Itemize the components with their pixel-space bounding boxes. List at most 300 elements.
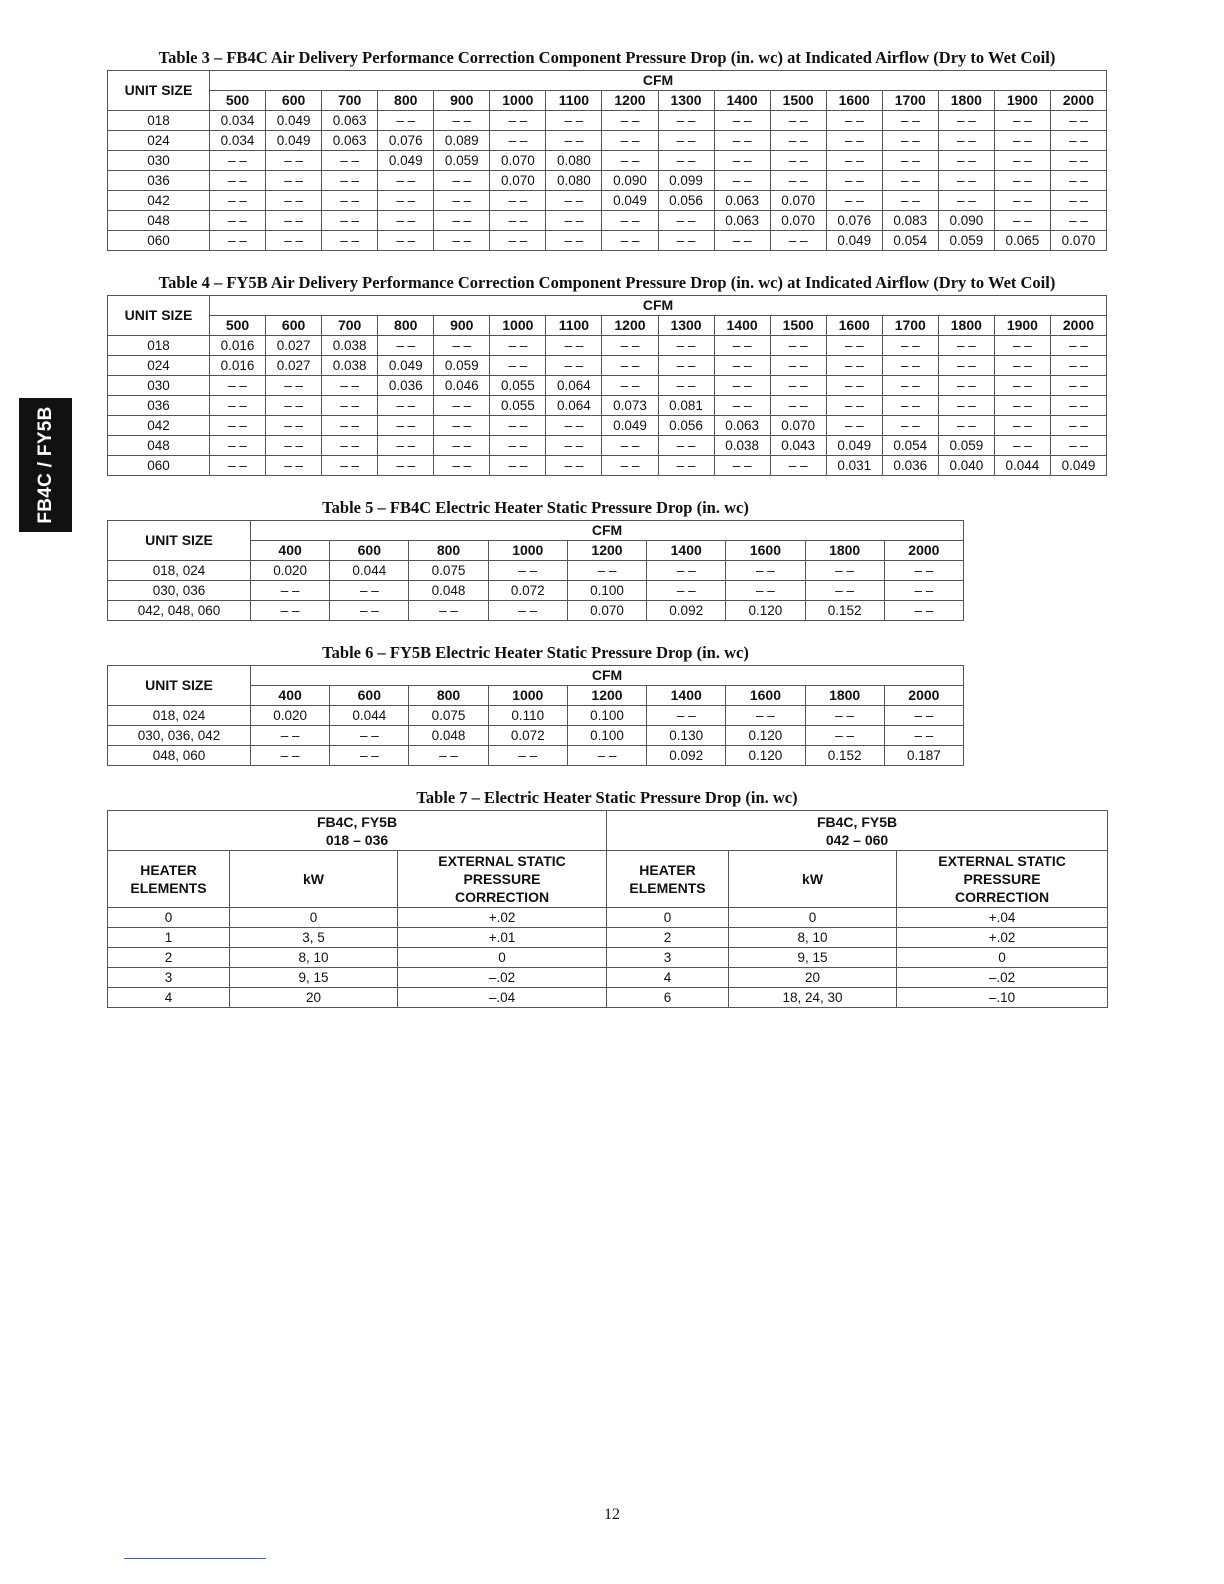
table-cell: – – [322,191,378,211]
table-cell: – – [602,356,658,376]
table-cell: – – [826,111,882,131]
table-cell: 0.048 [409,726,488,746]
table-cell: – – [322,396,378,416]
table-cell: – – [714,456,770,476]
table-cell: 0.059 [434,356,490,376]
table-cell: – – [770,131,826,151]
row-label-cell: 024 [108,356,210,376]
column-header: 1500 [770,91,826,111]
table7-kw-header: kW [230,851,398,908]
table-cell: – – [938,191,994,211]
table-cell: – – [1050,376,1106,396]
table-cell: – – [546,416,602,436]
table-cell: 0.092 [647,601,726,621]
table-cell: 0.044 [330,561,409,581]
table-row [108,131,1107,151]
table-cell: – – [1050,356,1106,376]
table-cell: 0.056 [658,416,714,436]
column-header: 1000 [488,541,567,561]
table-cell: – – [266,456,322,476]
table-cell: –.04 [398,988,607,1008]
column-header: 800 [409,686,488,706]
table-cell: 0.100 [567,706,646,726]
row-label-cell: 048 [108,436,210,456]
table-cell: 0.070 [770,416,826,436]
table-row [108,988,1108,1008]
table-cell: – – [434,171,490,191]
table-cell: – – [882,376,938,396]
table-cell: – – [409,601,488,621]
table-cell: 18, 24, 30 [729,988,897,1008]
table-cell: – – [434,396,490,416]
table-cell: – – [938,171,994,191]
column-header: 1000 [490,316,546,336]
row-label-cell: 030, 036, 042 [108,726,251,746]
table-cell: – – [378,336,434,356]
table-cell: – – [1050,151,1106,171]
table-row [108,948,1108,968]
column-header: 1000 [488,686,567,706]
table-cell: – – [546,111,602,131]
table-row [108,356,1107,376]
table-cell: – – [826,356,882,376]
table-cell: – – [602,151,658,171]
table-cell: – – [434,456,490,476]
table-cell: – – [770,336,826,356]
table-cell: 0 [230,908,398,928]
row-label-cell: 018 [108,336,210,356]
table6-cfm-header: CFM [251,666,964,686]
table7-right-group-line2: 042 – 060 [825,831,889,848]
table-cell: – – [658,131,714,151]
table-cell: – – [322,211,378,231]
table-cell: – – [434,191,490,211]
column-header: 700 [322,91,378,111]
column-header: 1400 [714,316,770,336]
table-cell: – – [210,416,266,436]
table-row [108,601,964,621]
table-cell: – – [322,151,378,171]
table-cell: 0.043 [770,436,826,456]
table-cell: – – [546,231,602,251]
table-cell: – – [490,356,546,376]
table-cell: – – [770,111,826,131]
table-cell: 0.092 [647,746,726,766]
table-cell: +.04 [897,908,1108,928]
column-header: 1600 [726,686,805,706]
table-cell: 6 [607,988,729,1008]
table-cell: – – [210,396,266,416]
table-cell: 0 [729,908,897,928]
table-cell: 0.110 [488,706,567,726]
table-cell: – – [251,601,330,621]
table-cell: 0.049 [602,191,658,211]
table-cell: – – [330,746,409,766]
table-cell: – – [882,336,938,356]
table-cell: 8, 10 [729,928,897,948]
table-cell: – – [714,131,770,151]
table-cell: – – [330,726,409,746]
table-cell: – – [994,111,1050,131]
table-cell: 0.120 [726,746,805,766]
table-cell: –.10 [897,988,1108,1008]
table-cell: – – [658,336,714,356]
column-header: 1200 [602,91,658,111]
column-header: 1100 [546,91,602,111]
table-cell: 0.065 [994,231,1050,251]
table-cell: 0.120 [726,726,805,746]
header-line: HEATER [639,862,696,878]
column-header: 1200 [567,686,646,706]
table-cell: – – [266,151,322,171]
table-cell: – – [567,561,646,581]
table-cell: – – [322,231,378,251]
row-label-cell: 018 [108,111,210,131]
table-cell: – – [490,231,546,251]
table-cell: – – [658,111,714,131]
table-cell: – – [882,111,938,131]
table4-unit-size-header: UNIT SIZE [108,296,210,336]
table-cell: – – [210,171,266,191]
table-cell: – – [994,436,1050,456]
column-header: 1400 [714,91,770,111]
table-cell: 2 [607,928,729,948]
table-cell: – – [1050,191,1106,211]
column-header: 2000 [884,686,963,706]
column-header: 700 [322,316,378,336]
table-cell: – – [266,191,322,211]
table5 [107,520,964,621]
table-cell: – – [882,171,938,191]
table-cell: 0.049 [1050,456,1106,476]
table-cell: – – [658,231,714,251]
column-header: 500 [210,91,266,111]
table-cell: – – [994,211,1050,231]
table-cell: 0.100 [567,581,646,601]
table-cell: – – [647,706,726,726]
table-cell: – – [938,376,994,396]
table-cell: 0.070 [770,211,826,231]
table-cell: – – [546,356,602,376]
table-cell: – – [602,376,658,396]
table-cell: – – [378,396,434,416]
table7-heater-elements-header [607,851,729,908]
table-cell: 0.099 [658,171,714,191]
table-cell: – – [602,111,658,131]
table-cell: – – [546,131,602,151]
table3-cfm-header: CFM [210,71,1107,91]
table-cell: 20 [729,968,897,988]
column-header: 800 [378,316,434,336]
table-cell: 0.080 [546,171,602,191]
table-cell: 0.046 [434,376,490,396]
column-header: 1100 [546,316,602,336]
table-row [108,396,1107,416]
column-header: 1700 [882,316,938,336]
row-label-cell: 030 [108,376,210,396]
table-cell: – – [714,376,770,396]
table-cell: 0 [398,948,607,968]
side-tab-label: FB4C / FY5B [34,406,56,524]
table-cell: – – [266,396,322,416]
table-row [108,416,1107,436]
row-label-cell: 048 [108,211,210,231]
table-cell: 0.020 [251,561,330,581]
column-header: 2000 [884,541,963,561]
table-cell: – – [330,581,409,601]
column-header: 1800 [938,91,994,111]
table-cell: 0.072 [488,726,567,746]
column-header: 1400 [647,686,726,706]
row-label-cell: 3 [108,968,230,988]
column-header: 500 [210,316,266,336]
table-cell: – – [266,416,322,436]
table-cell: 0.054 [882,231,938,251]
table-row [108,561,964,581]
table-row [108,928,1108,948]
table-row [108,336,1107,356]
table-cell: 0.070 [567,601,646,621]
table-cell: – – [770,396,826,416]
table-row [108,191,1107,211]
table-cell: – – [266,171,322,191]
table-cell: – – [882,151,938,171]
header-line: EXTERNAL STATIC [938,853,1066,869]
column-header: 1000 [490,91,546,111]
table-cell: – – [1050,416,1106,436]
table6-unit-size-header: UNIT SIZE [108,666,251,706]
table-cell: 0.070 [490,151,546,171]
table-cell: – – [1050,111,1106,131]
header-line: ELEMENTS [130,880,207,896]
table-cell: – – [378,231,434,251]
column-header: 600 [266,91,322,111]
table-cell: – – [1050,211,1106,231]
table-cell: – – [378,416,434,436]
table-cell: – – [994,416,1050,436]
column-header: 1200 [567,541,646,561]
table-cell: – – [882,356,938,376]
table-cell: 0.070 [1050,231,1106,251]
column-header: 400 [251,686,330,706]
table-cell: 0.080 [546,151,602,171]
table-cell: – – [658,151,714,171]
table-cell: –.02 [897,968,1108,988]
table-cell: – – [826,336,882,356]
table-cell: 0.073 [602,396,658,416]
table-cell: – – [266,211,322,231]
column-header: 1700 [882,91,938,111]
table-cell: – – [434,111,490,131]
table-cell: 0.049 [826,231,882,251]
table-cell: – – [378,436,434,456]
table-cell: – – [602,456,658,476]
table-cell: 0.038 [322,356,378,376]
table-cell: – – [938,131,994,151]
table-cell: – – [884,706,963,726]
table-cell: – – [826,191,882,211]
row-label-cell: 030 [108,151,210,171]
column-header: 900 [434,316,490,336]
table-cell: – – [434,211,490,231]
table-cell: 20 [230,988,398,1008]
table-cell: – – [994,131,1050,151]
column-header: 1200 [602,316,658,336]
table5-cfm-header: CFM [251,521,964,541]
row-label-cell: 036 [108,171,210,191]
table-cell: 9, 15 [230,968,398,988]
table-cell: – – [546,436,602,456]
table-cell: – – [602,211,658,231]
table-cell: 0.049 [378,356,434,376]
table-cell: – – [647,561,726,581]
table-cell: – – [994,396,1050,416]
table-cell: – – [322,376,378,396]
table-cell: +.01 [398,928,607,948]
table-cell: – – [322,416,378,436]
table3-unit-size-header: UNIT SIZE [108,71,210,111]
table-cell: 0.081 [658,396,714,416]
table-cell: 0.187 [884,746,963,766]
table7-kw-header: kW [729,851,897,908]
row-label-cell: 2 [108,948,230,968]
table-cell: 0.063 [714,191,770,211]
table-cell: – – [251,726,330,746]
table-cell: – – [434,231,490,251]
table7-esp-correction-header [398,851,607,908]
table-cell: 0.016 [210,336,266,356]
table-cell: – – [546,336,602,356]
table-cell: – – [210,376,266,396]
table-cell: – – [658,376,714,396]
table-cell: – – [826,131,882,151]
table-cell: – – [322,171,378,191]
table-cell: 0.027 [266,356,322,376]
table-cell: 4 [607,968,729,988]
table-cell: 0.089 [434,131,490,151]
table-cell: – – [805,726,884,746]
table-cell: – – [658,456,714,476]
table-cell: – – [251,746,330,766]
table-cell: – – [938,396,994,416]
table-row [108,231,1107,251]
table-cell: 0.152 [805,601,884,621]
table-cell: 0.048 [409,581,488,601]
table-cell: – – [409,746,488,766]
table-cell: – – [994,171,1050,191]
table7-title: Table 7 – Electric Heater Static Pressure Drop (in. wc) [416,788,798,807]
table-cell: 0.076 [826,211,882,231]
table-cell: – – [378,456,434,476]
table-cell: – – [210,211,266,231]
table-cell: – – [210,231,266,251]
table-cell: – – [1050,396,1106,416]
table-cell: 0.054 [882,436,938,456]
table-cell: – – [938,111,994,131]
table-cell: – – [546,211,602,231]
table-cell: – – [884,561,963,581]
table-cell: – – [938,151,994,171]
table-cell: – – [1050,171,1106,191]
table-cell: – – [938,416,994,436]
table-cell: – – [994,151,1050,171]
table-cell: 8, 10 [230,948,398,968]
column-header: 600 [330,541,409,561]
table-cell: – – [938,356,994,376]
table-cell: 0.044 [330,706,409,726]
header-line: CORRECTION [954,889,1050,905]
table-cell: – – [770,231,826,251]
column-header: 1400 [647,541,726,561]
table-cell: 0.090 [602,171,658,191]
table7-left-group-header [108,811,607,851]
table-cell: –.02 [398,968,607,988]
table-cell: – – [826,171,882,191]
table-cell: 0.070 [770,191,826,211]
table-cell: – – [546,456,602,476]
table-cell: +.02 [398,908,607,928]
table-row [108,968,1108,988]
column-header: 1300 [658,91,714,111]
table-cell: – – [770,456,826,476]
table-cell: – – [938,336,994,356]
table-cell: – – [210,436,266,456]
table-cell: – – [602,336,658,356]
column-header: 2000 [1050,316,1106,336]
table-cell: 0.063 [714,416,770,436]
table-cell: 3, 5 [230,928,398,948]
table-cell: – – [210,151,266,171]
table-cell: 0.038 [714,436,770,456]
table-cell: – – [1050,436,1106,456]
table-cell: 0.064 [546,376,602,396]
table-cell: 0.064 [546,396,602,416]
table-cell: – – [826,151,882,171]
table6 [107,665,964,766]
table-cell: – – [488,746,567,766]
table-cell: – – [884,601,963,621]
column-header: 1300 [658,316,714,336]
table-row [108,908,1108,928]
table-row [108,151,1107,171]
table-cell: – – [434,336,490,356]
table-cell: 0.049 [266,111,322,131]
table7-esp-correction-header [897,851,1108,908]
column-header: 1900 [994,91,1050,111]
table-row [108,581,964,601]
table6-title: Table 6 – FY5B Electric Heater Static Pressure Drop (in. wc) [322,643,749,662]
table-cell: – – [714,356,770,376]
table-cell: – – [490,131,546,151]
header-line: PRESSURE [963,871,1041,887]
table-cell: 0.049 [266,131,322,151]
table-cell: – – [567,746,646,766]
table-cell: +.02 [897,928,1108,948]
table-cell: – – [647,581,726,601]
table-cell: – – [714,151,770,171]
row-label-cell: 048, 060 [108,746,251,766]
table-cell: 0.040 [938,456,994,476]
row-label-cell: 060 [108,231,210,251]
row-label-cell: 042, 048, 060 [108,601,251,621]
table-cell: 0.152 [805,746,884,766]
table-cell: 0.130 [647,726,726,746]
table-cell: 0.083 [882,211,938,231]
table-cell: – – [714,231,770,251]
table-cell: – – [882,416,938,436]
table-cell: 3 [607,948,729,968]
table-cell: 0.075 [409,706,488,726]
